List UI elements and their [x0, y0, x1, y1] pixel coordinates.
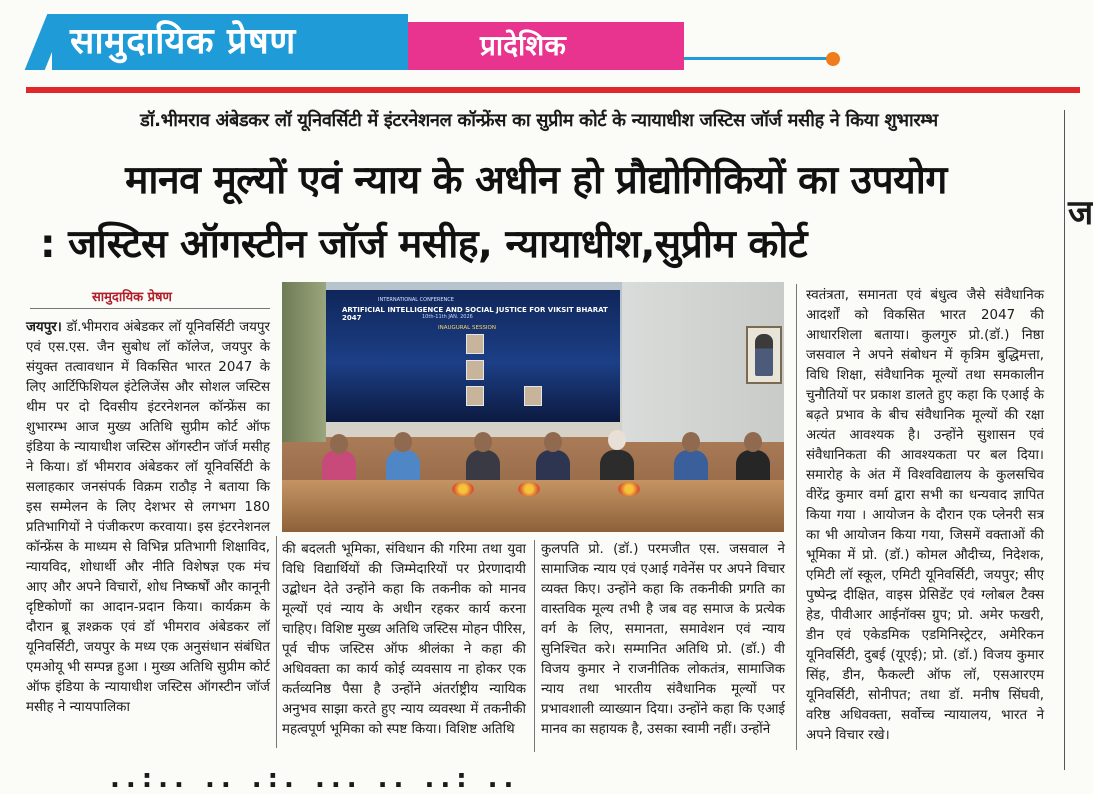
portrait-figure [755, 334, 773, 376]
byline: सामुदायिक प्रेषण [92, 290, 172, 305]
adjacent-article-fragment: ज [1068, 193, 1093, 233]
article-column-4 [806, 286, 1044, 746]
column-separator [276, 536, 277, 748]
photo-plant [282, 282, 326, 442]
photo-flowers [518, 482, 540, 496]
photo-person-head [394, 432, 412, 452]
photo-flowers [618, 482, 640, 496]
next-article-fragment [0, 760, 1080, 794]
screen-text-conference: INTERNATIONAL CONFERENCE [378, 297, 454, 303]
section-label: प्रादेशिक [408, 22, 684, 70]
article-column-1 [26, 318, 270, 746]
screen-portrait [524, 386, 542, 406]
screen-text-date: 10th-11th JAN. 2026 [422, 314, 473, 320]
column-separator [796, 284, 797, 750]
photo-person-head [544, 432, 562, 452]
masthead-rule [26, 87, 1080, 93]
column-1-text: डॉ.भीमराव अंबेडकर लॉ यूनिवर्सिटी जयपुर एवं एस.एस. जैन सुबोध लॉ कॉलेज, जयपुर के संयुक्त तत्वावधान में विकसित भारत 2047 के लिए आर्टिफिशियल इंटेलिजेंस और सोशल जस्टिस थीम पर दो दिवसीय इंटरनेशनल कॉन्फ्रेंस का शुभारम्भ आज मुख्य अतिथि सुप्रीम कोर्ट ऑफ इंडिया के न्यायाधीश जस्टिस ऑगस्टीन जॉर्ज मसीह ने किया। डॉ भीमराव अंबेडकर लॉ यूनिवर्सिटी के सलाहकार जनसंपर्क विक्रम राठौड़ ने बताया कि इस सम्मेलन के लिए देशभर से लगभग 180 प्रतिभागियों ने पंजीकरण करवाया। इस इंटरनेशनल कॉन्फ्रेंस के माध्यम से विभिन्न प्रतिभागी शिक्षाविद, न्यायविद, शोधार्थी और नीति विशेषज्ञ एक मंच आए और अपने विचारों, शोध निष्कर्षों और कानूनी दृष्टिकोणों का आदान-प्रदान किया। कार्यक्रम के दौरान ब्रू ज्ञश्क्रक एवं डॉ भीमराव अंबेडकर लॉ यूनिवर्सिटी, जयपुर के मध्य एक अनुसंधान संबंधित एमओयू भी सम्पन्न हुआ । मुख्य अतिथि सुप्रीम कोर्ट ऑफ इंडिया के न्यायाधीश जस्टिस ऑगस्टीन जॉर्ज मसीह ने न्यायपालिका [26, 320, 270, 715]
photo-person-head [330, 434, 348, 454]
column-4-text: जसवाल ने अपने संबोधन में कृत्रिम बुद्धिमत्ता, विधि शिक्षा, संवैधानिक मूल्यों तथा समकालीन चुनौतियों पर प्रकाश डालते हुए कहा कि एआई के बढ़ते प्रभाव के बीच संवैधानिक मूल्यों की रक्षा अत्यंत आवश्यक है। उन्होंने सुशासन एवं संवैधानिकता की आवश्यकता पर बल दिया। समारोह के अंत में विश्वविद्यालय के कुलसचिव वीरेंद्र कुमार वर्मा द्वारा सभी का धन्यवाद ज्ञापित किया गया । आयोजन के दौरान एक प्लेनरी सत्र का भी आयोजन किया गया, जिसमें वक्ताओं की भूमिका में प्रो. (डॉ.) कोमल औदीच्य, निदेशक, एमिटी लॉ स्कूल, एमिटी यूनिवर्सिटी, जयपुर; सीए पुष्पेन्द्र दीक्षित, वाइस प्रेसिडेंट एवं ग्लोबल टैक्स हेड, पीवीआर आईनॉक्स ग्रुप; प्रो. अमेर फखरी, डीन एवं एकेडमिक एडमिनिस्ट्रेटर, अमेरिकन यूनिवर्सिटी, दुबई (यूएई); प्रो. (डॉ.) विजय कुमार सिंह, डीन, फैकल्टी ऑफ लॉ, एसआरएम यूनिवर्सिटी, सोनीपत; तथा डॉ. मनीष सिंघवी, वरिष्ठ अधिवक्ता, सर्वोच्च न्यायालय, भारत ने अपने विचार रखे। [806, 348, 1044, 743]
photo-person-head [744, 432, 762, 452]
column-4-text-top: स्वतंत्रता, समानता एवं बंधुत्व जैसे संवैधानिक आदर्शों को विकसित भारत 2047 की आधारशिला बताया। कुलगुरु प्रो.(डॉ.) निष्ठा [806, 288, 1044, 343]
screen-portrait [466, 360, 484, 380]
article-column-3: कुलपति प्रो. (डॉ.) परमजीत एस. जसवाल ने सामाजिक न्याय एवं एआई गवेनेंस पर अपने विचार व्यक्त किए। उन्होंने कहा कि तकनीकी प्रगति का वास्तविक मूल्य तभी है जब वह समाज के प्रत्येक वर्ग के लिए, समानता, समावेशन एवं न्याय सुनिश्चित करे। सम्मानित अतिथि प्रो. (डॉ.) वी विजय कुमार ने राजनीतिक लोकतंत्र, सामाजिक न्याय तथा भारतीय संवैधानिक मूल्यों पर प्रभावशाली व्याख्यान दिया। उन्होंने कहा कि एआई मानव का सहायक है, उसका स्वामी नहीं। उन्होंने [541, 542, 785, 737]
masthead [0, 0, 1080, 96]
masthead-dot [826, 52, 840, 66]
photo-person-head [474, 432, 492, 452]
screen-text-session: INAUGURAL SESSION [438, 325, 496, 331]
photo-person-head [682, 432, 700, 452]
photo-wall-portrait [746, 326, 782, 384]
kicker-headline: डॉ.भीमराव अंबेडकर लॉ यूनिवर्सिटी में इंटरनेशनल कॉन्फ्रेंस का सुप्रीम कोर्ट के न्यायाधीश जस्टिस जॉर्ज मसीह ने किया शुभारम्भ [140, 110, 938, 131]
column-separator [534, 540, 535, 752]
photo-person-head [608, 430, 626, 450]
screen-portrait [466, 334, 484, 354]
photo-flowers [452, 482, 474, 496]
dateline: जयपुर। [26, 320, 62, 335]
article-column-2: की बदलती भूमिका, संविधान की गरिमा तथा युवा विधि विद्यार्थियों की जिम्मेदारियों पर प्रेरणादायी उद्बोधन देते उन्होंने कहा कि तकनीक को मानव मूल्यों एवं न्याय के अधीन रहकर कार्य करना चाहिए। विशिष्ट मुख्य अतिथि जस्टिस मोहन पीरिस, पूर्व चीफ जस्टिस ऑफ श्रीलंका ने कहा की अधिवक्ता का कार्य कोई व्यवसाय ना होकर एक कर्तव्यनिष्ठ पैसा है उन्होंने अंतर्राष्ट्रीय न्यायिक अनुभव साझा करते हुए न्याय व्यवस्था में तकनीकी महत्वपूर्ण भूमिका को स्पष्ट किया। विशिष्ट अतिथि [282, 542, 526, 737]
publication-name: सामुदायिक प्रेषण [52, 14, 408, 70]
main-headline-line2: : जस्टिस ऑगस्टीन जॉर्ज मसीह, न्यायाधीश,सुप्रीम कोर्ट [40, 222, 808, 267]
masthead-line [684, 57, 834, 60]
next-article-text: ..:.. .. .:. ... .. ..: .. [110, 764, 520, 794]
main-headline-line1: मानव मूल्यों एवं न्याय के अधीन हो प्रौद्योगिकियों का उपयोग [125, 158, 947, 203]
screen-text-theme: ARTIFICIAL INTELLIGENCE AND SOCIAL JUSTICE FOR VIKSIT BHARAT 2047 [342, 306, 608, 322]
event-photo [282, 282, 784, 532]
screen-portrait [466, 386, 484, 406]
photo-projection-screen [326, 290, 620, 422]
byline-rule [30, 308, 270, 309]
